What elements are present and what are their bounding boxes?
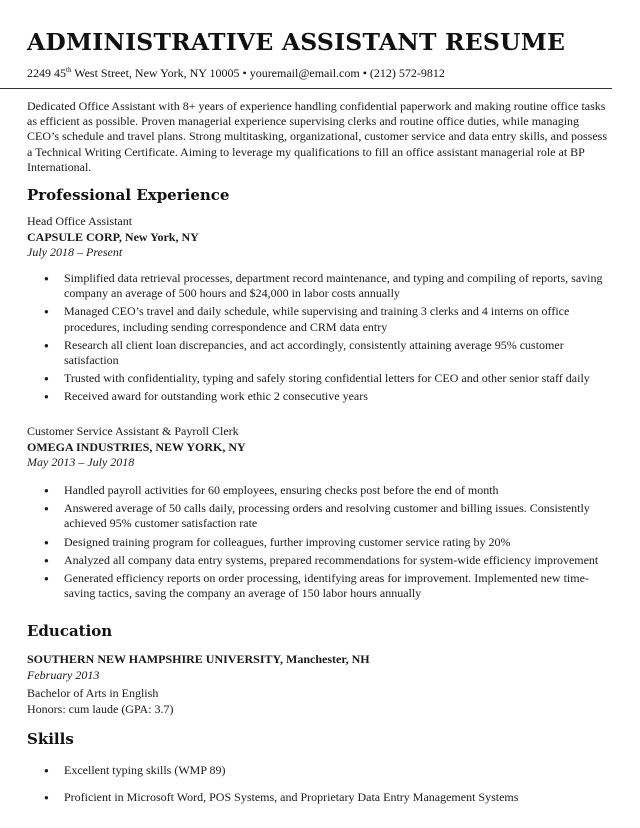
phone: (212) 572-9812: [369, 66, 445, 80]
list-item: ● Research all client loan discrepancies, and act accordingly, consistently attaining average 95% customer satisfaction: [27, 338, 609, 368]
section-heading-experience: Professional Experience: [27, 186, 230, 204]
section-heading-skills: Skills: [27, 730, 74, 748]
list-item: ● Trusted with confidentiality, typing and safely storing confidential letters for CEO and other senior staff daily: [27, 371, 609, 386]
list-item: ● Proficient in Microsoft Word, POS Systems, and Proprietary Data Entry Management Systems: [27, 790, 609, 805]
education-entry: [27, 652, 370, 717]
list-item: ● Answered average of 50 calls daily, processing orders and resolving customer and billing issues. Consistently achieved 95% customer satisfaction rate: [27, 501, 609, 531]
job-header: [27, 214, 199, 261]
job-bullet-list: [27, 483, 609, 601]
list-item: ● Received award for outstanding work ethic 2 consecutive years: [27, 389, 609, 404]
school-name: SOUTHERN NEW HAMPSHIRE UNIVERSITY, Manchester, NH: [27, 652, 370, 666]
separator: •: [362, 66, 367, 80]
honors: Honors: cum laude (GPA: 3.7): [27, 701, 174, 716]
list-item: ● Handled payroll activities for 60 employees, ensuring checks post before the end of month: [27, 483, 609, 498]
summary-paragraph: Dedicated Office Assistant with 8+ years of experience handling confidential paperwork and making routine office tasks as efficient as possible. Proven managerial experience supervising clerks and routine office duties, while managing CEO’s schedule and travel plans. Strong multitasking, organizational, customer service and data entry skills, and possess a Technical Writing Certificate. Aiming to leverage my qualifications to fill an office assistant managerial role at BP International.: [27, 99, 607, 174]
job-dates: July 2018 – Present: [27, 245, 123, 259]
job-header: [27, 424, 246, 471]
list-item: ● Excellent typing skills (WMP 89): [27, 763, 609, 778]
list-item: ● Generated efficiency reports on order processing, identifying areas for improvement. Implemented new time-saving tactics, saving the company an average of 150 labor hours annually: [27, 571, 609, 601]
job-role: Head Office Assistant: [27, 214, 133, 228]
list-item: ● Designed training program for colleagues, further improving customer service rating by 20%: [27, 535, 609, 550]
skills-list: [27, 763, 609, 805]
list-item: ● Managed CEO’s travel and daily schedule, while supervising and training 3 clerks and 4 interns on office procedures, including sending correspondence and CRM data entry: [27, 304, 609, 334]
separator: •: [242, 66, 247, 80]
list-item: ● Simplified data retrieval processes, department record maintenance, and typing and compiling of reports, saving company an average of 500 hours and $24,000 in labor costs annually: [27, 271, 609, 301]
job-company: OMEGA INDUSTRIES, NEW YORK, NY: [27, 439, 246, 454]
job-dates: May 2013 – July 2018: [27, 455, 135, 469]
job-bullet-list: [27, 271, 609, 405]
contact-line: [27, 66, 445, 81]
email: youremail@email.com: [249, 66, 360, 80]
degree: Bachelor of Arts in English: [27, 686, 159, 700]
address: 2249 45th West Street, New York, NY 10005: [27, 66, 240, 80]
list-item: ● Analyzed all company data entry systems, prepared recommendations for system-wide efficiency improvement: [27, 553, 609, 568]
graduation-date: February 2013: [27, 667, 100, 682]
header-divider: [0, 88, 612, 89]
job-company: CAPSULE CORP, New York, NY: [27, 229, 199, 244]
resume-title: ADMINISTRATIVE ASSISTANT RESUME: [27, 28, 566, 56]
job-role: Customer Service Assistant & Payroll Clerk: [27, 424, 239, 438]
section-heading-education: Education: [27, 622, 113, 640]
